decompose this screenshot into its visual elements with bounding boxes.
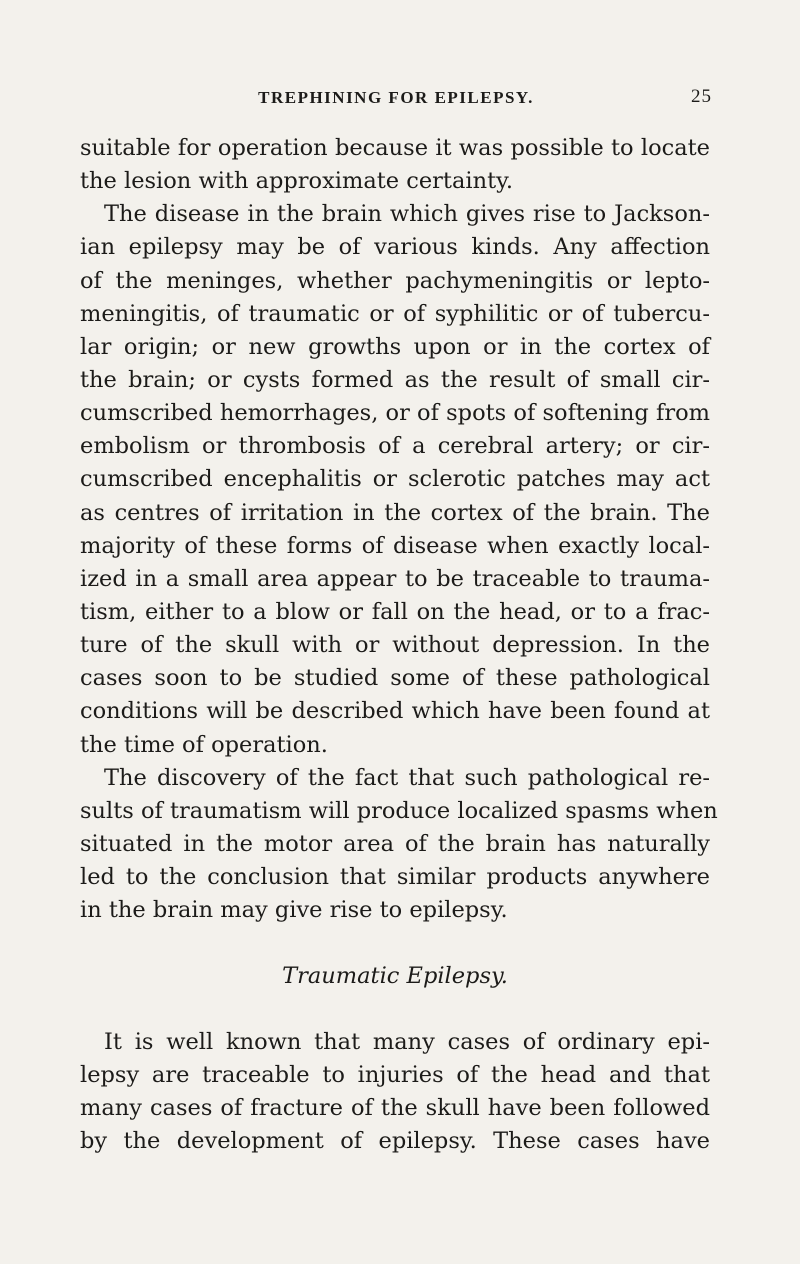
text-line: embolism or thrombosis of a cerebral artery; or cir- — [80, 433, 710, 460]
text-line: tism, either to a blow or fall on the head, or to a frac- — [80, 598, 710, 625]
page-number: 25 — [691, 86, 712, 107]
text-line: in the brain may give rise to epilepsy. — [80, 897, 508, 924]
text-line: ture of the skull with or without depression. In the — [80, 632, 710, 659]
running-head — [80, 88, 712, 112]
paragraph-3 — [80, 762, 718, 928]
text-line: lepsy are traceable to injuries of the head and that — [80, 1061, 710, 1088]
text-line: majority of these forms of disease when exactly local- — [80, 532, 710, 559]
text-line: many cases of fracture of the skull have been followed — [80, 1094, 710, 1121]
text-line: the brain; or cysts formed as the result of small cir- — [80, 366, 710, 393]
text-line: conditions will be described which have been found at — [80, 698, 710, 725]
running-title: TREPHINING FOR EPILEPSY. — [258, 88, 534, 107]
paragraph-1 — [80, 132, 710, 198]
text-line: ized in a small area appear to be traceable to trauma- — [80, 565, 710, 592]
text-line: suitable for operation because it was possible to locate — [80, 135, 710, 161]
paragraph-2 — [80, 198, 710, 761]
text-line: ian epilepsy may be of various kinds. Any affection — [80, 234, 710, 261]
text-line: It is well known that many cases of ordinary epi- — [104, 1028, 710, 1055]
text-line: the time of operation. — [80, 731, 328, 758]
text-line: The discovery of the fact that such pathological re- — [104, 764, 710, 791]
text-line: lar origin; or new growths upon or in the cortex of — [80, 333, 710, 360]
text-line: cases soon to be studied some of these pathological — [80, 665, 710, 692]
text-line: of the meninges, whether pachymeningitis or lepto- — [80, 267, 710, 294]
text-line: the lesion with approximate certainty. — [80, 168, 513, 195]
text-line: The disease in the brain which gives rise to Jackson- — [104, 201, 710, 228]
text-line: as centres of irritation in the cortex of the brain. The — [80, 499, 710, 526]
text-line: led to the conclusion that similar products anywhere — [80, 864, 710, 891]
text-line: cumscribed hemorrhages, or of spots of softening from — [80, 400, 710, 427]
text-line: situated in the motor area of the brain has naturally — [80, 830, 710, 857]
body-text — [80, 132, 718, 1158]
text-line: meningitis, of traumatic or of syphilitic or of tubercu- — [80, 300, 710, 327]
text-line: sults of traumatism will produce localized spasms when — [80, 797, 718, 824]
text-line: cumscribed encephalitis or sclerotic patches may act — [80, 466, 710, 493]
section-heading: Traumatic Epilepsy. — [282, 963, 508, 990]
paragraph-4 — [80, 1026, 710, 1159]
text-line: by the development of epilepsy. These cases have — [80, 1127, 710, 1154]
